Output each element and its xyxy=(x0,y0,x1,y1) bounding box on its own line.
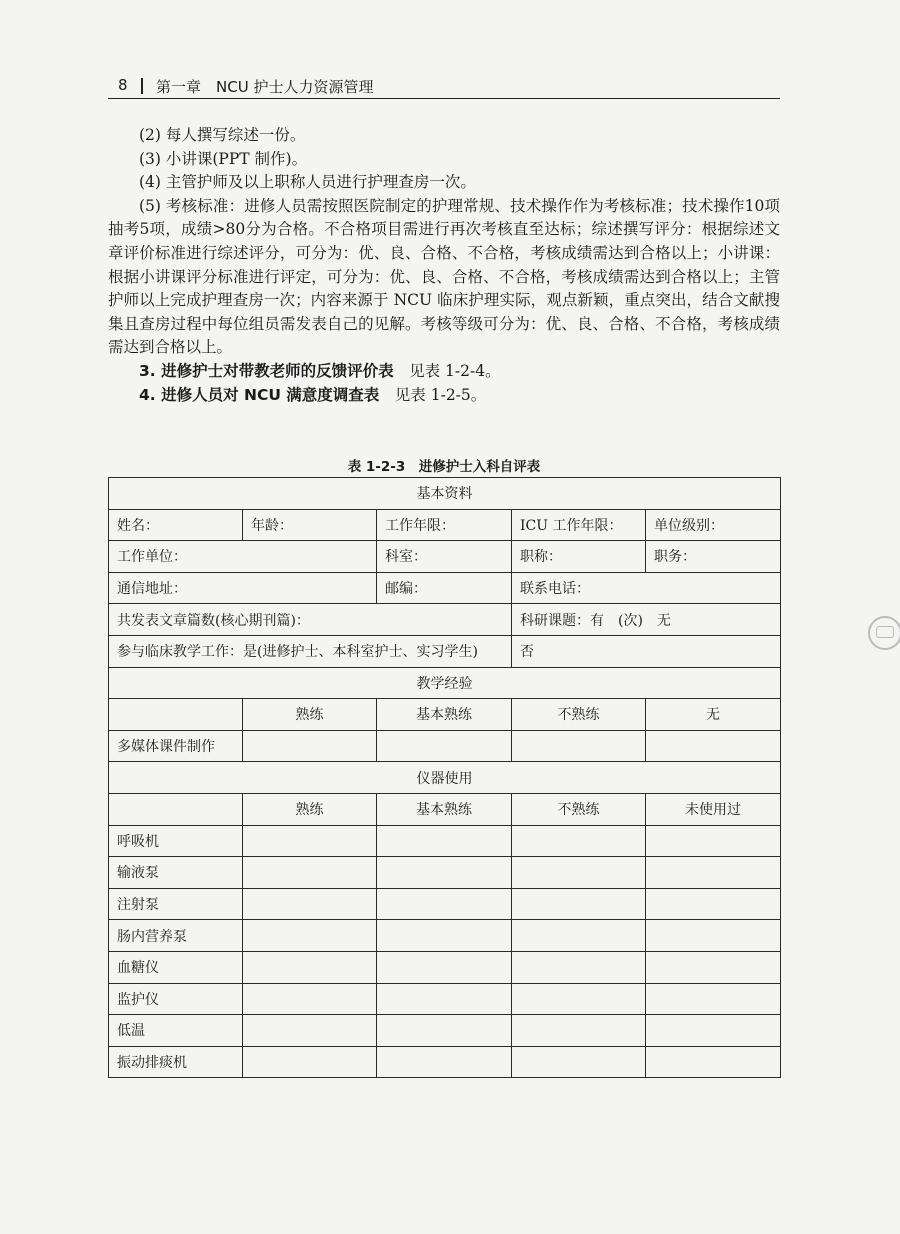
position-field: 职务： xyxy=(646,541,781,573)
instrument-label: 低温 xyxy=(109,1015,243,1047)
section-3 xyxy=(108,360,780,384)
instrument-row xyxy=(109,825,781,857)
page-header xyxy=(108,76,780,99)
instrument-row xyxy=(109,983,781,1015)
teach-col-header: 无 xyxy=(646,699,781,731)
instrument-row xyxy=(109,857,781,889)
icu-years-field: ICU 工作年限： xyxy=(512,509,646,541)
item-3: (3) 小讲课(PPT 制作)。 xyxy=(139,149,308,168)
teaching-participation-field: 参与临床教学工作：是(进修护士、本科室护士、实习学生) xyxy=(109,635,512,667)
instrument-row xyxy=(109,920,781,952)
teach-col-header: 基本熟练 xyxy=(377,699,512,731)
work-unit-field: 工作单位： xyxy=(109,541,377,573)
inst-col-header: 基本熟练 xyxy=(377,793,512,825)
teach-col-header: 不熟练 xyxy=(512,699,646,731)
instrument-row xyxy=(109,888,781,920)
empty-cell xyxy=(377,730,512,762)
section-3-heading: 3. 进修护士对带教老师的反馈评价表 xyxy=(139,361,394,380)
item-4: (4) 主管护师及以上职称人员进行护理查房一次。 xyxy=(139,173,476,192)
inst-col-header: 不熟练 xyxy=(512,793,646,825)
work-years-field: 工作年限： xyxy=(377,509,512,541)
address-field: 通信地址： xyxy=(109,572,377,604)
research-field: 科研课题：有 (次) 无 xyxy=(512,604,781,636)
instrument-label: 呼吸机 xyxy=(109,825,243,857)
instrument-label: 肠内营养泵 xyxy=(109,920,243,952)
item-5: (5) 考核标准：进修人员需按照医院制定的护理常规、技术操作作为考核标准；技术操作10项抽考5项，成绩>80分为合格。不合格项目需进行再次考核直至达标；综述撰写评分：根据综述文章评价标准进行综述评分，可分为：优、良、合格、不合格，考核成绩需达到合格以上；小讲课：根据小讲课评分标准进行评定，可分为：优、良、合格、不合格，考核成绩需达到合格以上；主管护师以上完成护理查房一次；内容来源于 NCU 临床护理实际，观点新颖，重点突出，结合文献搜集且查房过程中每位组员需发表自己的见解。考核等级可分为：优、良、合格、不合格，考核成绩需达到合格以上。 xyxy=(108,196,780,357)
table-caption: 表 1-2-3 进修护士入科自评表 xyxy=(347,459,541,475)
instrument-label: 输液泵 xyxy=(109,857,243,889)
age-field: 年龄： xyxy=(243,509,377,541)
section-3-ref: 见表 1-2-4。 xyxy=(409,361,501,380)
section-4-heading: 4. 进修人员对 NCU 满意度调查表 xyxy=(139,385,380,404)
empty-cell xyxy=(109,699,243,731)
item-2: (2) 每人撰写综述一份。 xyxy=(139,126,306,144)
articles-field: 共发表文章篇数(核心期刊篇)： xyxy=(109,604,512,636)
library-stamp-icon xyxy=(868,616,900,650)
section-4 xyxy=(108,384,780,408)
title-field: 职称： xyxy=(512,541,646,573)
inst-col-header: 熟练 xyxy=(243,793,377,825)
postcode-field: 邮编： xyxy=(377,572,512,604)
basic-info-title: 基本资料 xyxy=(109,478,781,510)
instrument-row xyxy=(109,1046,781,1078)
empty-cell xyxy=(512,730,646,762)
instrument-use-title: 仪器使用 xyxy=(109,762,781,794)
page-number: 8 xyxy=(118,76,128,94)
phone-field: 联系电话： xyxy=(512,572,781,604)
instrument-row xyxy=(109,1015,781,1047)
chapter-title: 第一章 NCU 护士人力资源管理 xyxy=(156,78,374,96)
instrument-label: 振动排痰机 xyxy=(109,1046,243,1078)
name-field: 姓名： xyxy=(109,509,243,541)
instrument-label: 血糖仪 xyxy=(109,951,243,983)
multimedia-row-label: 多媒体课件制作 xyxy=(109,730,243,762)
empty-cell xyxy=(109,793,243,825)
teaching-experience-title: 教学经验 xyxy=(109,667,781,699)
teach-col-header: 熟练 xyxy=(243,699,377,731)
inst-col-header: 未使用过 xyxy=(646,793,781,825)
instrument-label: 监护仪 xyxy=(109,983,243,1015)
instrument-row xyxy=(109,951,781,983)
department-field: 科室： xyxy=(377,541,512,573)
header-separator xyxy=(141,78,143,94)
empty-cell xyxy=(243,730,377,762)
teaching-no-field: 否 xyxy=(512,635,781,667)
body-text xyxy=(108,124,780,407)
section-4-ref: 见表 1-2-5。 xyxy=(394,385,487,404)
instrument-label: 注射泵 xyxy=(109,888,243,920)
unit-level-field: 单位级别： xyxy=(646,509,781,541)
empty-cell xyxy=(646,730,781,762)
self-evaluation-table xyxy=(108,477,781,1078)
